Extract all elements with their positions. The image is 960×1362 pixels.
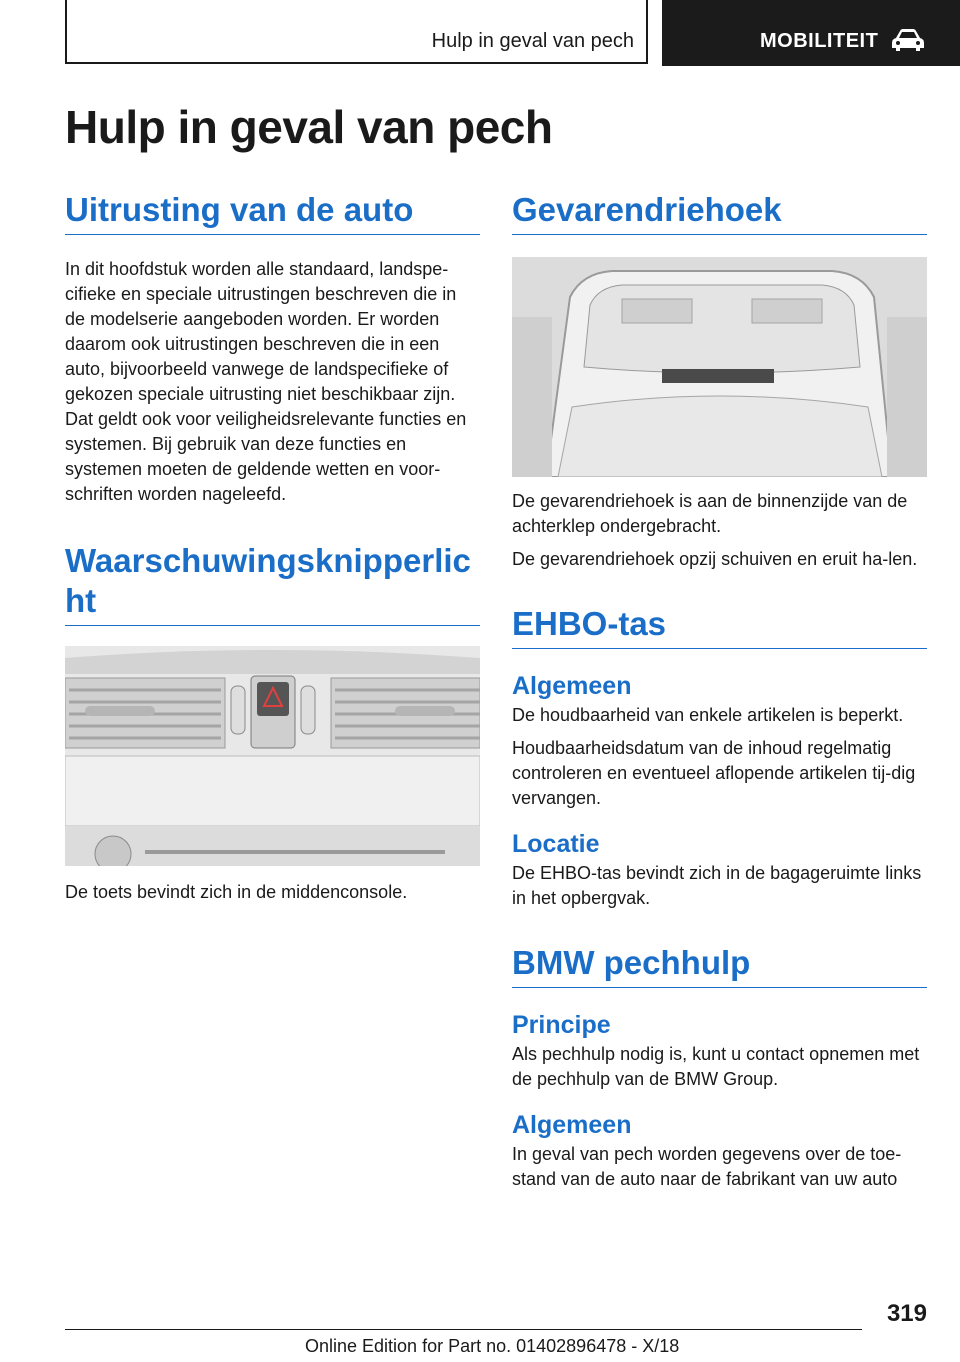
header-section-title: Hulp in geval van pech (431, 30, 634, 52)
hazard-button-illustration (65, 646, 480, 866)
heading-waarschuwingsknipperlicht: Waarschuwingsknipperlicht (65, 541, 480, 626)
heading-gevarendriehoek: Gevarendriehoek (512, 190, 927, 235)
caption-hazard-button: De toets bevindt zich in de middenconsole. (65, 882, 408, 902)
header-tab-label: MOBILITEIT (760, 30, 879, 52)
subheading-locatie: Locatie (512, 830, 600, 858)
page-title: Hulp in geval van pech (65, 101, 553, 153)
footer-edition: Online Edition for Part no. 01402896478 - X/18 (305, 1336, 680, 1356)
body-gevarendriehoek-1: De gevarendriehoek is aan de binnenzijde van de achterklep ondergebracht. (512, 491, 908, 536)
page-number: 319 (886, 1300, 927, 1327)
car-icon (890, 28, 926, 52)
body-principe: Als pechhulp nodig is, kunt u contact opnemen met de pechhulp van de BMW Group. (512, 1044, 920, 1089)
header-tab-mobiliteit[interactable] (662, 0, 960, 66)
header-section-box (65, 0, 648, 64)
subheading-algemeen-ehbo: Algemeen (512, 672, 632, 700)
tailgate-illustration (512, 257, 927, 477)
footer-divider (65, 1329, 862, 1330)
right-column (512, 190, 927, 1192)
body-algemeen-pechhulp: In geval van pech worden gegevens over de toe‐stand van de auto naar de fabrikant van uw auto (512, 1144, 902, 1189)
body-ehbo-2: Houdbaarheidsdatum van de inhoud regelmatig controleren en eventueel aflopende artikelen tij‐dig vervangen. (512, 738, 916, 808)
left-column (65, 190, 480, 905)
body-locatie: De EHBO-tas bevindt zich in de bagageruimte links in het opbergvak. (512, 863, 922, 908)
heading-bmw-pechhulp: BMW pechhulp (512, 943, 927, 988)
warning-triangle-location-image (512, 257, 927, 477)
body-gevarendriehoek-2: De gevarendriehoek opzij schuiven en eruit ha‐len. (512, 549, 918, 569)
heading-ehbo-tas: EHBO-tas (512, 604, 927, 649)
hazard-button-image (65, 646, 480, 866)
body-uitrusting: In dit hoofdstuk worden alle standaard, landspe‐cifieke en speciale uitrustingen beschreven die in de modelserie aangeboden worden. Er worden daarom ook uitrustingen beschreven die in een auto, bijvoorbeeld vanwege de landspecifieke of gekozen speciale uitrusting niet beschikbaar zijn. Dat geldt ook voor veiligheidsrelevante functies en systemen. Bij gebruik van deze functies en systemen moeten de geldende wetten en voor‐schriften worden nageleefd. (65, 259, 467, 504)
body-ehbo-1: De houdbaarheid van enkele artikelen is beperkt. (512, 705, 904, 725)
subheading-principe: Principe (512, 1011, 611, 1039)
heading-uitrusting: Uitrusting van de auto (65, 190, 480, 235)
subheading-algemeen-pechhulp: Algemeen (512, 1111, 632, 1139)
